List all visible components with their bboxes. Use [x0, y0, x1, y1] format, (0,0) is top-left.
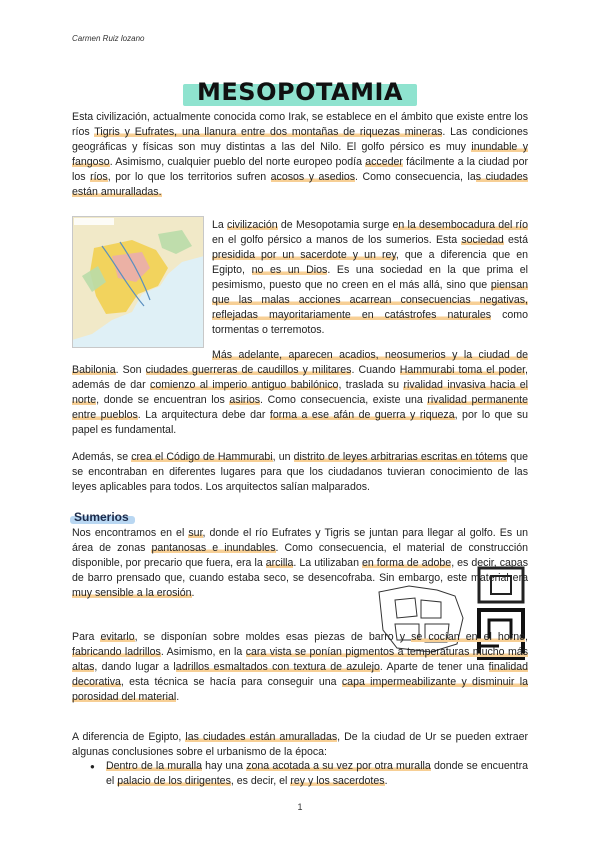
text-run: . Es una sociedad en la que prima el pesimismo, puesto que no creen en el más allá, sino que: [212, 264, 529, 291]
highlight: las ciudades están amuralladas: [185, 731, 338, 743]
highlight: Dentro de la muralla: [106, 760, 203, 772]
paragraph-ladrillos: [72, 630, 528, 705]
highlight: forma a ese afán de guerra y riqueza: [269, 409, 455, 421]
text-run: , un: [272, 451, 294, 463]
text-run: .: [191, 587, 195, 599]
highlight: comienzo al imperio antiguo babilónico: [150, 379, 339, 391]
highlight: civilización: [227, 219, 278, 231]
highlight: finalidad decorativa: [72, 661, 528, 688]
text-run: , es decir, capas de barro prensado que, cuando estaba seco, se desencofraba. Sin embargo, este material era: [72, 557, 528, 584]
highlight: fabricando ladrillos: [72, 646, 161, 658]
text-run: que se encontraban en diferentes lugares para que los ciudadanos tuvieran conocimiento de las leyes aplicables para todos. Los arquitectos salían malparados.: [72, 451, 528, 493]
section-heading-sumerios: Sumerios: [74, 510, 129, 524]
text-run: , que a diferencia que en Egipto,: [212, 249, 529, 276]
author-name: Carmen Ruiz lozano: [72, 34, 145, 43]
text-run: hay una: [202, 760, 247, 772]
text-run: . Son: [115, 364, 146, 376]
paragraph-intro: [72, 110, 528, 200]
highlight: cara vista se ponían pigmentos a temperaturas mucho más altas: [72, 646, 528, 673]
text-run: . La arquitectura debe dar: [137, 409, 270, 421]
text-run: Además, se: [72, 451, 132, 463]
highlight: Más adelante, aparecen acadios, neosumerios y la ciudad de Babilonia: [72, 349, 528, 376]
highlight: adrillos esmaltados con textura de azulejo: [175, 661, 380, 673]
text-run: . La utilizaban: [293, 557, 362, 569]
highlight: Hammurabi toma el poder: [399, 364, 526, 376]
page-number: 1: [297, 802, 303, 812]
highlight: se cocían en el horno: [411, 631, 526, 643]
plan-room: [479, 568, 523, 602]
text-run: . Como consecuencia, existe una: [260, 394, 428, 406]
highlight: asirios: [229, 394, 261, 406]
title-wrapper: [0, 78, 600, 106]
page-title: MESOPOTAMIA: [183, 78, 417, 106]
text-run: , donde el río Eufrates y Tigris se juntan para llegar al golfo. Es un área de zonas: [72, 527, 528, 554]
paragraph-civilization: [212, 218, 528, 338]
text-run: . Las condiciones geográficas y físicas son muy distintas a las del Nilo. El golfo pérsico es muy: [72, 126, 529, 153]
highlight: evitarlo: [100, 631, 135, 643]
highlight: rey y los sacerdotes: [290, 775, 385, 787]
highlight: arcilla: [265, 557, 294, 569]
highlight: sur: [188, 527, 203, 539]
text-run: , dando lugar a l: [94, 661, 176, 673]
text-run: Nos encontramos en el: [72, 527, 189, 539]
paragraph-babilonia: [72, 348, 528, 438]
highlight: en forma de adobe: [362, 557, 452, 569]
text-run: , además de dar: [72, 364, 528, 391]
text-run: de Mesopotamia surge e: [277, 219, 399, 231]
highlight: piensan que las malas acciones acarrean consecuencias negativas, reflejadas mayoritariamente en catástrofes naturales: [212, 279, 528, 321]
highlight: no es un Dios: [251, 264, 328, 276]
map-legend-box: [74, 218, 114, 225]
highlight: acceder: [365, 156, 403, 168]
text-run: como tormentas o terremotos.: [212, 309, 528, 336]
text-run: Esta civilización, actualmente conocida como Irak, se establece en el ámbito que existe entre los ríos: [72, 111, 528, 138]
paragraph-ur: [72, 730, 528, 760]
highlight: rivalidad invasiva hacia el norte: [72, 379, 528, 406]
text-run: . Como consecuencia, el material de construcción disponible, por precario que fuera, era la: [72, 542, 528, 569]
text-run: La: [212, 219, 228, 231]
text-run: , es decir, el: [230, 775, 291, 787]
highlight: presidida por un sacerdote y un rey: [212, 249, 396, 261]
highlight: n la desembocadura del río: [398, 219, 528, 231]
text-run: , De la ciudad de Ur se pueden extraer algunas conclusiones sobre el urbanismo de la época:: [72, 731, 529, 758]
highlight: zona acotada a su vez por otra muralla: [246, 760, 431, 772]
text-run: , esta técnica se hacía para conseguir una: [120, 676, 342, 688]
text-run: .: [176, 691, 180, 703]
text-run: , por lo que los territorios sufren: [107, 171, 271, 183]
text-run: fácilmente a la ciudad por los: [72, 156, 528, 183]
highlight: ríos: [90, 171, 108, 183]
text-run: ,: [525, 631, 528, 643]
text-run: en el golfo pérsico a manos de los sumerios. Esta: [212, 234, 462, 246]
highlight: muy sensible a la erosión: [72, 587, 192, 599]
highlight: sociedad: [461, 234, 504, 246]
plan-room: [395, 598, 417, 618]
plan-right-top: [479, 568, 523, 602]
highlight: distrito de leyes arbitrarias escritas en tótems: [293, 451, 508, 463]
plan-room: [421, 600, 441, 618]
text-run: . Como consecuencia, la: [355, 171, 476, 183]
plan-room: [491, 576, 511, 594]
text-run: . Asimismo, en la: [160, 646, 246, 658]
highlight: palacio de los dirigentes: [117, 775, 231, 787]
text-run: . Aparte de tener una: [379, 661, 489, 673]
highlight: ciudades guerreras de caudillos y militares: [145, 364, 352, 376]
highlight: capa impermeabilizante y disminuir la porosidad del material: [72, 676, 529, 703]
text-run: A diferencia de Egipto,: [72, 731, 186, 743]
bullet-list: [92, 759, 528, 789]
text-run: Para: [72, 631, 101, 643]
text-run: , se disponían sobre moldes esas piezas de barro y: [134, 631, 412, 643]
highlight: pantanosas e inundables: [151, 542, 276, 554]
highlight: acosos y asedios: [270, 171, 356, 183]
mesopotamia-map-image: [72, 216, 204, 348]
highlight: s ciudades están amuralladas.: [72, 171, 528, 198]
list-item: [92, 759, 528, 789]
text-run: . Asimismo, cualquier pueblo del norte europeo podía: [109, 156, 366, 168]
text-run: donde se encuentra el: [106, 760, 529, 787]
highlight: rivalidad permanente entre pueblos: [72, 394, 528, 421]
highlight: inundable y fangoso: [72, 141, 528, 168]
text-run: .: [384, 775, 388, 787]
text-run: . Cuando: [351, 364, 400, 376]
highlight: Tigris y Eufrates, una llanura entre dos montañas de riquezas mineras: [94, 126, 443, 138]
text-run: , traslada su: [338, 379, 404, 391]
text-run: está: [503, 234, 528, 246]
text-run: , donde se encuentran los: [96, 394, 230, 406]
highlight: crea el Código de Hammurabi: [131, 451, 273, 463]
paragraph-hammurabi: [72, 450, 528, 495]
text-run: , por lo que su papel es fundamental.: [72, 409, 529, 436]
